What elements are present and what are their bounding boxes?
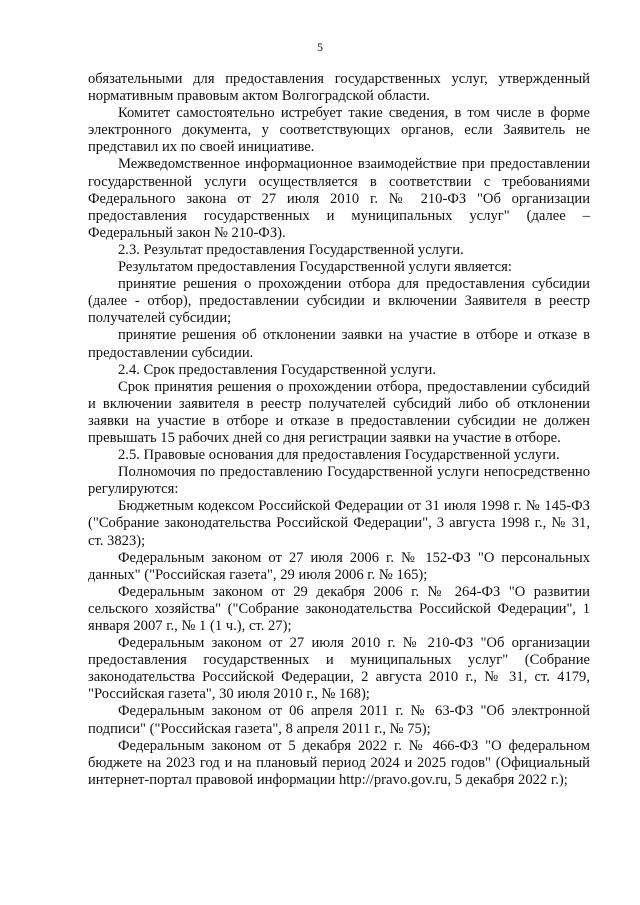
paragraph: Срок принятия решения о прохождении отбора, предоставлении субсидий и включении заявителя в реестр получателей субсидий либо об отклонении заявки на участие в отборе и отказе в предоставлении субсидии не должен превышать 15 рабочих дней со дня регистрации заявки на участие в отборе. (88, 378, 590, 446)
paragraph: обязательными для предоставления государственных услуг, утвержденный нормативным правовым актом Волгоградской области. (88, 71, 590, 105)
section-heading: 2.5. Правовые основания для предоставления Государственной услуги. (118, 447, 560, 464)
paragraph: Межведомственное информационное взаимодействие при предоставлении государственной услуги осуществляется в соответствии с требованиями Федерального закона от 27 июля 2010 г. № 210-ФЗ "Об организации предоставления государственных и муниципальных услуг" (далее – Федеральный закон № 210-ФЗ). (88, 156, 590, 241)
legal-reference: Федеральным законом от 5 декабря 2022 г. № 466-ФЗ "О федеральном бюджете на 2023 год и на плановый период 2024 и 2025 годов" (Официальный интернет-портал правовой информации http://pravo.gov.ru, 5 декабря 2022 г.); (88, 737, 590, 788)
legal-reference: Федеральным законом от 27 июля 2006 г. № 152-ФЗ "О персональных данных" ("Российская газета", 29 июля 2006 г. № 165); (88, 549, 590, 583)
list-item: принятие решения об отклонении заявки на участие в отборе и отказе в предоставлении субсидии. (88, 327, 590, 361)
section-heading: 2.3. Результат предоставления Государственной услуги. (118, 241, 464, 258)
document-body (88, 71, 590, 789)
legal-reference: Федеральным законом от 29 декабря 2006 г. № 264-ФЗ "О развитии сельского хозяйства" ("Собрание законодательства Российской Федерации", 1 января 2007 г., № 1 (1 ч.), ст. 27); (88, 583, 590, 634)
paragraph: Результатом предоставления Государственной услуги является: (118, 259, 512, 276)
legal-reference: Бюджетным кодексом Российской Федерации от 31 июля 1998 г. № 145-ФЗ ("Собрание законодательства Российской Федерации", 3 августа 1998 г., № 31, ст. 3823); (88, 498, 590, 549)
paragraph: Комитет самостоятельно истребует такие сведения, в том числе в форме электронного документа, у соответствующих органов, если Заявитель не представил их по своей инициативе. (88, 105, 590, 156)
paragraph: Полномочия по предоставлению Государственной услуги непосредственно регулируются: (88, 464, 590, 498)
legal-reference: Федеральным законом от 06 апреля 2011 г. № 63-ФЗ "Об электронной подписи" ("Российская газета", 8 апреля 2011 г., № 75); (88, 703, 590, 737)
list-item: принятие решения о прохождении отбора для предоставления субсидии (далее - отбор), предоставлении субсидии и включении Заявителя в реестр получателей субсидии; (88, 276, 590, 327)
section-heading: 2.4. Срок предоставления Государственной услуги. (118, 361, 437, 378)
page-number: 5 (317, 40, 323, 54)
legal-reference: Федеральным законом от 27 июля 2010 г. № 210-ФЗ "Об организации предоставления государственных и муниципальных услуг" (Собрание законодательства Российской Федерации, 2 августа 2010 г., № 31, ст. 4179, "Российская газета", 30 июля 2010 г., № 168); (88, 635, 590, 703)
